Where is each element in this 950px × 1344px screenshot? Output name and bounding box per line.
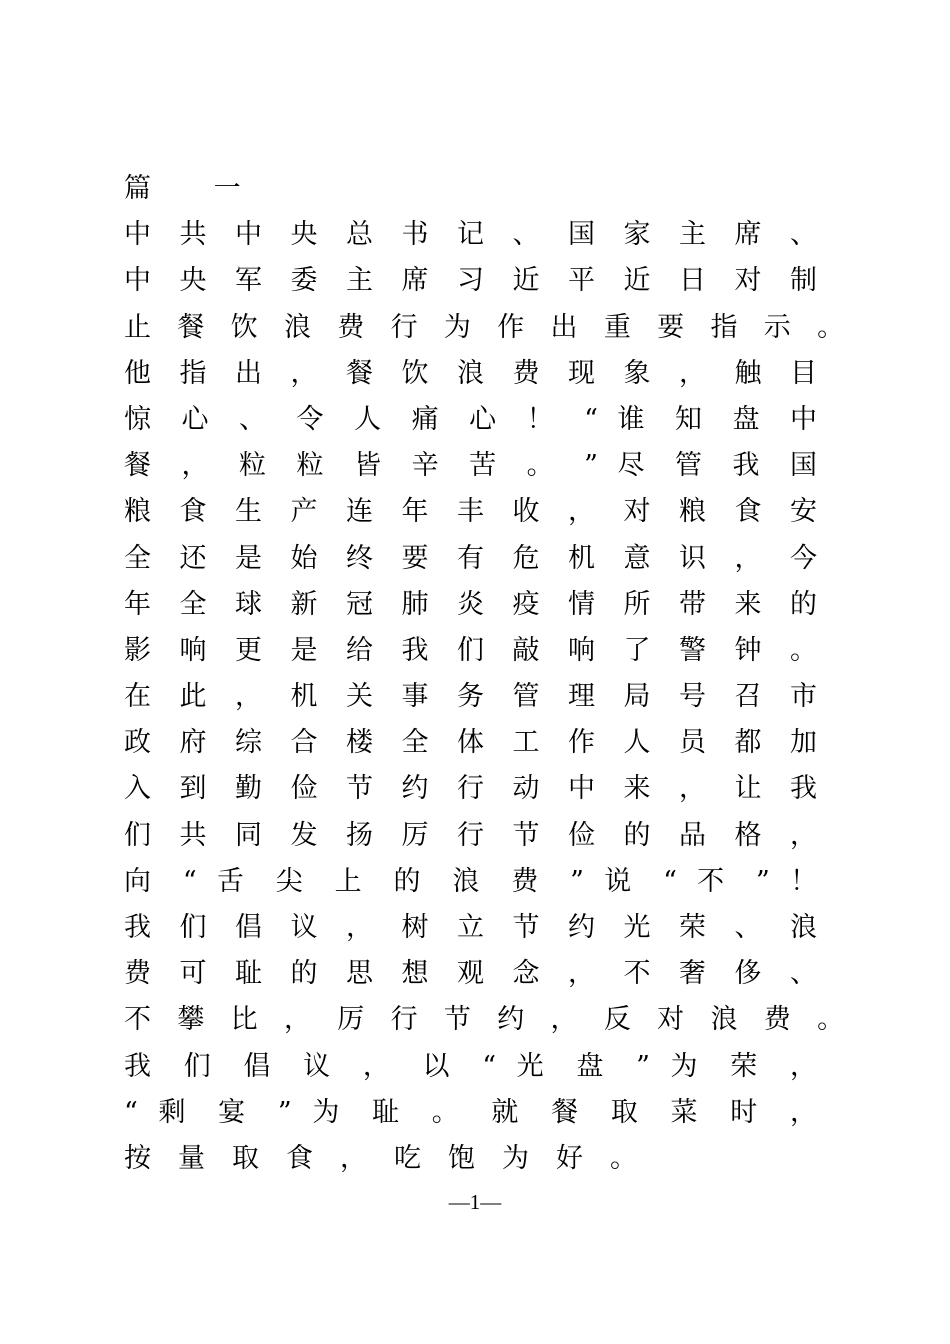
- glyph: 中: [790, 403, 818, 435]
- glyph: 敲: [512, 634, 550, 666]
- glyph: 们: [183, 1050, 223, 1082]
- glyph: 肺: [401, 588, 439, 620]
- glyph: 格: [734, 819, 772, 851]
- glyph: 生: [235, 496, 272, 528]
- page-number: —1—: [448, 1190, 502, 1214]
- glyph: 号: [679, 681, 716, 713]
- glyph: 了: [623, 634, 661, 666]
- glyph: 年: [124, 588, 161, 620]
- glyph: ”: [277, 1096, 292, 1128]
- glyph: 制: [790, 265, 817, 297]
- glyph: 示: [763, 311, 800, 343]
- glyph: 思: [346, 958, 383, 990]
- glyph: 国: [790, 450, 818, 482]
- glyph: 今: [790, 542, 817, 574]
- glyph: 要: [401, 542, 439, 574]
- glyph: 的: [623, 819, 661, 851]
- glyph: 浪: [457, 357, 494, 389]
- glyph: 宴: [218, 1096, 258, 1128]
- glyph: 府: [179, 727, 217, 759]
- glyph: 说: [604, 865, 643, 897]
- glyph: 的: [290, 958, 328, 990]
- glyph: 辛: [411, 450, 450, 482]
- glyph: 。: [817, 311, 845, 343]
- glyph: 立: [457, 912, 494, 943]
- glyph: “: [124, 1096, 138, 1128]
- glyph: 粮: [124, 496, 161, 528]
- glyph: 食: [179, 496, 217, 528]
- glyph: ，: [734, 542, 772, 574]
- glyph: 知: [675, 403, 713, 435]
- glyph: 费: [511, 865, 550, 897]
- glyph: 象: [623, 357, 661, 389]
- glyph: 是: [235, 542, 272, 574]
- glyph: ，: [283, 1004, 320, 1036]
- glyph: 冠: [346, 588, 383, 620]
- glyph: 荣: [679, 912, 716, 943]
- glyph: 指: [710, 311, 747, 343]
- glyph: 我: [124, 1050, 164, 1082]
- glyph: 危: [512, 542, 550, 574]
- body-line-5: [124, 397, 817, 443]
- glyph: ，: [679, 357, 716, 389]
- glyph: 剩: [158, 1096, 198, 1128]
- glyph: 丰: [457, 496, 494, 528]
- glyph: 他: [124, 357, 161, 389]
- glyph: 浪: [452, 865, 492, 897]
- glyph: 餐: [551, 1096, 591, 1128]
- glyph: ，: [789, 1096, 817, 1128]
- glyph: 中: [124, 219, 161, 251]
- glyph: 痛: [411, 403, 450, 435]
- glyph: 尽: [617, 450, 656, 482]
- glyph: 连: [346, 496, 383, 528]
- glyph: 同: [235, 819, 272, 851]
- glyph: ，: [568, 958, 605, 990]
- glyph: 入: [124, 773, 161, 805]
- glyph: 带: [679, 588, 716, 620]
- glyph: 行: [457, 773, 494, 805]
- glyph: 钟: [734, 634, 772, 666]
- glyph: 日: [679, 265, 716, 297]
- glyph: 。: [790, 634, 817, 666]
- glyph: 不: [623, 958, 661, 990]
- glyph: 品: [679, 819, 716, 851]
- glyph: 都: [734, 727, 772, 759]
- glyph: ”: [584, 450, 598, 482]
- glyph: 管: [512, 681, 550, 713]
- glyph: 议: [303, 1050, 343, 1082]
- glyph: 倡: [243, 1050, 283, 1082]
- glyph: 皆: [354, 450, 393, 482]
- glyph: 新: [290, 588, 328, 620]
- glyph: 菜: [670, 1096, 710, 1128]
- glyph: 政: [124, 727, 161, 759]
- glyph: 、: [239, 403, 277, 435]
- body-line-20: [124, 1090, 817, 1136]
- glyph: 是: [290, 634, 328, 666]
- glyph: 所: [623, 588, 661, 620]
- glyph: 警: [679, 634, 716, 666]
- glyph: 费: [124, 958, 161, 990]
- glyph: 俭: [568, 819, 605, 851]
- glyph: 此: [179, 681, 217, 713]
- glyph: 餐: [346, 357, 383, 389]
- glyph: 行: [457, 819, 494, 851]
- body-line-16: [124, 905, 817, 951]
- glyph: ”: [756, 865, 770, 897]
- glyph: ，: [789, 1050, 817, 1082]
- glyph: 比: [230, 1004, 267, 1036]
- glyph: 目: [790, 357, 817, 389]
- glyph: 炎: [457, 588, 494, 620]
- glyph: 事: [401, 681, 439, 713]
- glyph: 出: [235, 357, 272, 389]
- glyph: 楼: [346, 727, 383, 759]
- glyph: 上: [334, 865, 374, 897]
- glyph: 中: [568, 773, 605, 805]
- glyph: 不: [124, 1004, 160, 1036]
- glyph: 触: [734, 357, 772, 389]
- glyph: “: [182, 865, 197, 897]
- body-line-9: [124, 582, 817, 628]
- glyph: 苦: [469, 450, 508, 482]
- body-line-8: [124, 536, 817, 582]
- glyph: 树: [401, 912, 439, 943]
- glyph: 作: [497, 311, 534, 343]
- glyph: 共: [179, 219, 217, 251]
- glyph: 厉: [401, 819, 439, 851]
- glyph: 局: [623, 681, 661, 713]
- glyph: 席: [401, 265, 439, 297]
- glyph: 俭: [290, 773, 328, 805]
- glyph: 发: [290, 819, 328, 851]
- glyph: 平: [568, 265, 605, 297]
- glyph: 体: [457, 727, 494, 759]
- glyph: 浪: [710, 1004, 747, 1036]
- glyph: 意: [623, 542, 661, 574]
- glyph: 为: [670, 1050, 710, 1082]
- glyph: 球: [235, 588, 272, 620]
- section-title: 篇 一: [124, 173, 268, 204]
- glyph: ！: [526, 403, 565, 435]
- glyph: 主: [346, 265, 383, 297]
- glyph: 年: [401, 496, 439, 528]
- glyph: 耻: [235, 958, 272, 990]
- glyph: “: [482, 1050, 497, 1082]
- glyph: ，: [235, 681, 272, 713]
- glyph: 餐: [177, 311, 214, 343]
- document-body: [124, 166, 924, 1182]
- glyph: ，: [181, 450, 220, 482]
- glyph: 扬: [346, 819, 383, 851]
- glyph: 谁: [617, 403, 656, 435]
- glyph: 耻: [372, 1096, 412, 1128]
- glyph: ，: [550, 1004, 587, 1036]
- glyph: 主: [679, 219, 716, 251]
- glyph: 理: [568, 681, 605, 713]
- glyph: 市: [790, 681, 817, 713]
- glyph: 全: [124, 542, 161, 574]
- glyph: 尖: [275, 865, 315, 897]
- glyph: 的: [393, 865, 433, 897]
- glyph: 人: [354, 403, 393, 435]
- glyph: 综: [235, 727, 272, 759]
- glyph: 中: [124, 265, 161, 297]
- glyph: 令: [296, 403, 335, 435]
- glyph: 粒: [239, 450, 277, 482]
- glyph: 更: [235, 634, 272, 666]
- glyph: 出: [550, 311, 587, 343]
- body-line-4: [124, 351, 817, 397]
- glyph: 我: [124, 912, 161, 943]
- glyph: 合: [290, 727, 328, 759]
- glyph: 们: [124, 819, 161, 851]
- glyph: 行: [390, 311, 427, 343]
- glyph: 观: [457, 958, 494, 990]
- glyph: 就: [491, 1096, 531, 1128]
- glyph: 作: [568, 727, 605, 759]
- glyph: 。: [526, 450, 565, 482]
- glyph: 们: [179, 912, 217, 943]
- body-line-18: [124, 997, 844, 1043]
- glyph: 还: [179, 542, 217, 574]
- glyph: 心: [181, 403, 220, 435]
- glyph: ，: [790, 819, 817, 851]
- glyph: 浪: [790, 912, 817, 943]
- glyph: 员: [679, 727, 716, 759]
- glyph: 务: [457, 681, 494, 713]
- glyph: 始: [290, 542, 328, 574]
- glyph: 工: [512, 727, 550, 759]
- glyph: 饮: [230, 311, 267, 343]
- glyph: 惊: [124, 403, 162, 435]
- glyph: 军: [235, 265, 272, 297]
- glyph: “: [584, 403, 598, 435]
- glyph: ，: [568, 496, 605, 528]
- body-line-19: [124, 1044, 817, 1090]
- body-line-12: [124, 720, 817, 766]
- glyph: 管: [675, 450, 713, 482]
- glyph: 记: [457, 219, 494, 251]
- glyph: 约: [568, 912, 605, 943]
- body-line-3: [124, 305, 844, 351]
- glyph: 攀: [177, 1004, 214, 1036]
- glyph: 识: [679, 542, 716, 574]
- glyph: 费: [763, 1004, 800, 1036]
- glyph: 给: [346, 634, 383, 666]
- glyph: 央: [290, 219, 328, 251]
- body-line-21: 按量取食，吃饱为好。: [124, 1142, 664, 1174]
- glyph: 来: [734, 588, 772, 620]
- glyph: 现: [568, 357, 605, 389]
- glyph: 止: [124, 311, 160, 343]
- glyph: 席: [734, 219, 772, 251]
- glyph: 共: [179, 819, 217, 851]
- glyph: 费: [512, 357, 550, 389]
- glyph: 我: [732, 450, 771, 482]
- glyph: 节: [512, 912, 550, 943]
- glyph: 近: [512, 265, 550, 297]
- glyph: 疫: [512, 588, 550, 620]
- glyph: 。: [431, 1096, 471, 1128]
- glyph: 们: [457, 634, 494, 666]
- glyph: “: [663, 865, 677, 897]
- body-line-11: [124, 674, 817, 720]
- glyph: 可: [179, 958, 217, 990]
- glyph: ，: [362, 1050, 402, 1082]
- glyph: 为: [443, 311, 480, 343]
- glyph: 时: [730, 1096, 770, 1128]
- glyph: 重: [603, 311, 640, 343]
- glyph: 对: [623, 496, 661, 528]
- glyph: 让: [734, 773, 772, 805]
- glyph: 终: [346, 542, 383, 574]
- glyph: ”: [636, 1050, 650, 1082]
- glyph: 勤: [235, 773, 272, 805]
- glyph: 食: [734, 496, 772, 528]
- glyph: 、: [790, 958, 817, 990]
- glyph: 央: [179, 265, 217, 297]
- glyph: 在: [124, 681, 161, 713]
- glyph: 全: [179, 588, 217, 620]
- glyph: 总: [346, 219, 383, 251]
- glyph: 节: [512, 819, 550, 851]
- glyph: 想: [401, 958, 439, 990]
- glyph: 家: [623, 219, 661, 251]
- glyph: 粮: [679, 496, 716, 528]
- glyph: 饮: [401, 357, 439, 389]
- body-line-10: [124, 628, 817, 674]
- glyph: 机: [568, 542, 605, 574]
- glyph: 要: [657, 311, 693, 343]
- glyph: 餐: [124, 450, 162, 482]
- glyph: 光: [623, 912, 661, 943]
- body-line-7: [124, 489, 817, 535]
- glyph: 光: [516, 1050, 556, 1082]
- glyph: ”: [570, 865, 584, 897]
- body-line-17: [124, 951, 817, 997]
- glyph: 奢: [679, 958, 716, 990]
- glyph: 为: [312, 1096, 352, 1128]
- glyph: 向: [124, 865, 163, 897]
- glyph: 节: [346, 773, 383, 805]
- glyph: 来: [623, 773, 661, 805]
- glyph: 习: [457, 265, 494, 297]
- glyph: 全: [401, 727, 439, 759]
- glyph: 近: [623, 265, 661, 297]
- body-line-13: [124, 766, 817, 812]
- glyph: 情: [568, 588, 605, 620]
- glyph: 费: [337, 311, 374, 343]
- glyph: 人: [623, 727, 661, 759]
- glyph: 委: [290, 265, 328, 297]
- glyph: 、: [512, 219, 550, 251]
- body-line-14: [124, 813, 817, 859]
- glyph: 收: [512, 496, 550, 528]
- glyph: 安: [790, 496, 817, 528]
- glyph: 影: [124, 634, 161, 666]
- glyph: 动: [512, 773, 550, 805]
- glyph: 加: [790, 727, 817, 759]
- glyph: ，: [290, 357, 328, 389]
- glyph: 不: [697, 865, 736, 897]
- glyph: 倡: [235, 912, 272, 943]
- glyph: 反: [603, 1004, 640, 1036]
- glyph: 、: [790, 219, 817, 251]
- glyph: 粒: [296, 450, 335, 482]
- glyph: ！: [790, 865, 818, 897]
- glyph: 议: [290, 912, 328, 943]
- glyph: 到: [179, 773, 217, 805]
- glyph: 厉: [337, 1004, 374, 1036]
- body-line-6: [124, 443, 817, 489]
- glyph: 产: [290, 496, 328, 528]
- glyph: 有: [457, 542, 494, 574]
- glyph: 念: [512, 958, 550, 990]
- body-line-1: [124, 212, 817, 258]
- glyph: 、: [734, 912, 772, 943]
- glyph: 召: [734, 681, 772, 713]
- glyph: 舌: [216, 865, 256, 897]
- glyph: 荣: [730, 1050, 770, 1082]
- glyph: 心: [469, 403, 508, 435]
- glyph: 我: [401, 634, 439, 666]
- glyph: 约: [497, 1004, 534, 1036]
- glyph: 。: [817, 1004, 845, 1036]
- glyph: 取: [610, 1096, 650, 1128]
- glyph: 盘: [576, 1050, 616, 1082]
- glyph: 我: [790, 773, 817, 805]
- glyph: 以: [422, 1050, 462, 1082]
- glyph: 对: [734, 265, 772, 297]
- glyph: 约: [401, 773, 439, 805]
- glyph: 机: [290, 681, 328, 713]
- glyph: 响: [568, 634, 605, 666]
- glyph: 浪: [283, 311, 320, 343]
- body-line-15: [124, 859, 817, 905]
- glyph: 节: [443, 1004, 480, 1036]
- glyph: ，: [679, 773, 716, 805]
- glyph: 盘: [732, 403, 771, 435]
- glyph: 书: [401, 219, 439, 251]
- glyph: 中: [235, 219, 272, 251]
- glyph: 关: [346, 681, 383, 713]
- body-line-2: [124, 258, 817, 304]
- glyph: 指: [179, 357, 217, 389]
- glyph: 行: [390, 1004, 427, 1036]
- glyph: 的: [790, 588, 817, 620]
- glyph: ，: [346, 912, 383, 943]
- glyph: 国: [568, 219, 605, 251]
- glyph: 对: [657, 1004, 693, 1036]
- glyph: 侈: [734, 958, 772, 990]
- glyph: 响: [179, 634, 217, 666]
